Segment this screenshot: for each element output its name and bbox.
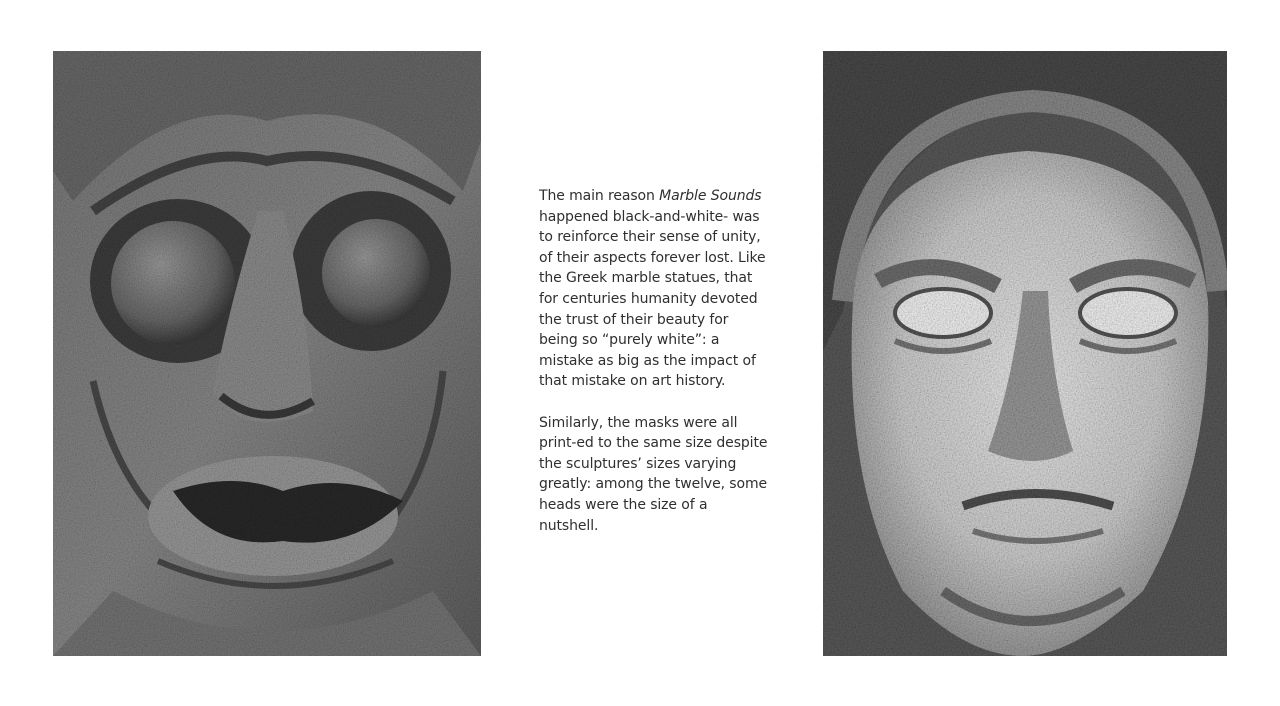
article-text (539, 186, 771, 536)
stone-mask-illustration (53, 51, 481, 656)
paragraph-1 (539, 186, 771, 392)
paragraph-1-body: happened black-and-white- was to reinforce their sense of unity, of their aspects forever lost. Like the Greek marble statues, that for centuries humanity devoted the trust of their beauty for being so “purely white”: a mistake as big as the impact of that mistake on art history. (539, 208, 766, 390)
paragraph-1-lead: The main reason (539, 188, 660, 204)
artwork-title: Marble Sounds (659, 188, 762, 204)
marble-face-photo (823, 51, 1227, 656)
marble-face-illustration (823, 51, 1227, 656)
paragraph-2: Similarly, the masks were all print-ed to the same size despite the sculptures’ sizes varying greatly: among the twelve, some heads were the size of a nutshell. (539, 414, 768, 534)
stone-mask-photo (53, 51, 481, 656)
